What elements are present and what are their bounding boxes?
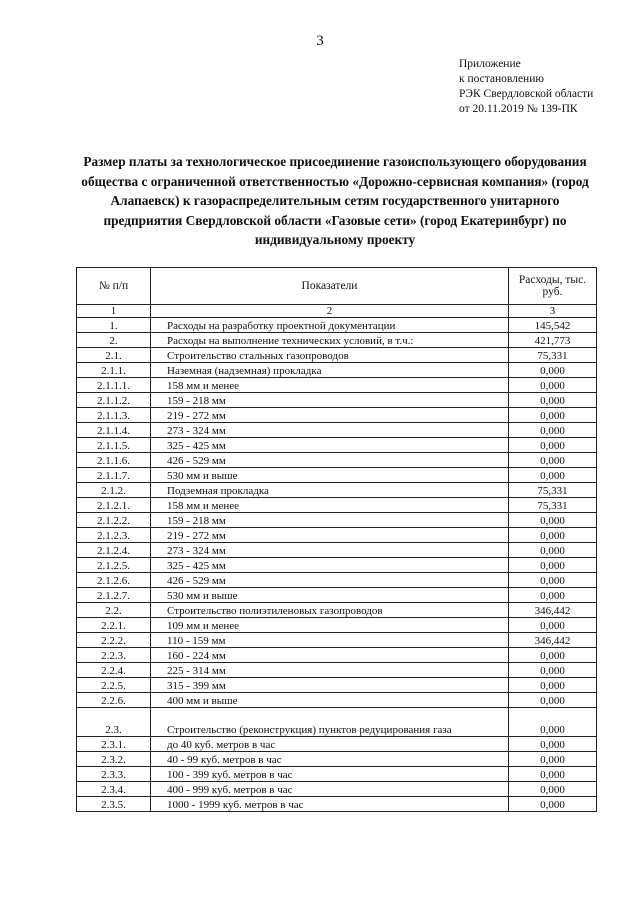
table-row bbox=[77, 737, 597, 752]
row-number-cell: 2.1.1.3. bbox=[77, 408, 151, 423]
row-value-cell: 0,000 bbox=[509, 752, 597, 767]
row-value-cell: 0,000 bbox=[509, 782, 597, 797]
appendix-line: РЭК Свердловской области bbox=[459, 88, 594, 100]
row-value-cell: 0,000 bbox=[509, 737, 597, 752]
row-number-cell: 2.1.2.1. bbox=[77, 498, 151, 513]
row-number-cell: 2.1.1.2. bbox=[77, 393, 151, 408]
row-value-cell: 0,000 bbox=[509, 588, 597, 603]
row-number-cell: 2.3.4. bbox=[77, 782, 151, 797]
row-indicator-cell: 219 - 272 мм bbox=[151, 528, 509, 543]
row-indicator-cell: 159 - 218 мм bbox=[151, 393, 509, 408]
row-value-cell: 0,000 bbox=[509, 797, 597, 812]
row-indicator-cell: 530 мм и выше bbox=[151, 588, 509, 603]
row-indicator-cell: Подземная прокладка bbox=[151, 483, 509, 498]
table-row bbox=[77, 588, 597, 603]
row-indicator-cell: 400 мм и выше bbox=[151, 693, 509, 708]
appendix-block bbox=[459, 57, 593, 117]
table-row bbox=[77, 318, 597, 333]
row-number-cell: 2.1.1.4. bbox=[77, 423, 151, 438]
row-value-cell: 75,331 bbox=[509, 498, 597, 513]
row-indicator-cell: 110 - 159 мм bbox=[151, 633, 509, 648]
table-index-row bbox=[77, 305, 597, 318]
column-header-number: № п/п bbox=[77, 268, 151, 305]
row-indicator-cell: 400 - 999 куб. метров в час bbox=[151, 782, 509, 797]
row-number-cell: 2.2.4. bbox=[77, 663, 151, 678]
row-value-cell: 0,000 bbox=[509, 393, 597, 408]
row-indicator-cell: 325 - 425 мм bbox=[151, 558, 509, 573]
row-indicator-cell: 225 - 314 мм bbox=[151, 663, 509, 678]
row-number-cell: 2.1.1.6. bbox=[77, 453, 151, 468]
row-number-cell: 2.1.2.4. bbox=[77, 543, 151, 558]
row-number-cell: 2.1.1. bbox=[77, 363, 151, 378]
row-indicator-cell: 40 - 99 куб. метров в час bbox=[151, 752, 509, 767]
row-value-cell: 0,000 bbox=[509, 708, 597, 737]
table-row bbox=[77, 573, 597, 588]
row-number-cell: 2.1.1.1. bbox=[77, 378, 151, 393]
row-value-cell: 0,000 bbox=[509, 468, 597, 483]
row-indicator-cell: 100 - 399 куб. метров в час bbox=[151, 767, 509, 782]
row-indicator-cell: 530 мм и выше bbox=[151, 468, 509, 483]
row-indicator-cell: 160 - 224 мм bbox=[151, 648, 509, 663]
row-indicator-cell: Расходы на разработку проектной документации bbox=[151, 318, 509, 333]
row-indicator-cell: 426 - 529 мм bbox=[151, 573, 509, 588]
row-number-cell: 2. bbox=[77, 333, 151, 348]
table-row bbox=[77, 453, 597, 468]
row-number-cell: 2.2.1. bbox=[77, 618, 151, 633]
row-number-cell: 2.1.2. bbox=[77, 483, 151, 498]
row-number-cell: 2.1.1.7. bbox=[77, 468, 151, 483]
table-row bbox=[77, 528, 597, 543]
row-value-cell: 0,000 bbox=[509, 363, 597, 378]
row-number-cell: 2.1. bbox=[77, 348, 151, 363]
row-indicator-cell: Строительство (реконструкция) пунктов редуцирования газа bbox=[151, 708, 509, 737]
row-value-cell: 0,000 bbox=[509, 618, 597, 633]
row-value-cell: 0,000 bbox=[509, 453, 597, 468]
table-row bbox=[77, 782, 597, 797]
row-number-cell: 2.1.2.7. bbox=[77, 588, 151, 603]
table-row bbox=[77, 408, 597, 423]
table-row bbox=[77, 483, 597, 498]
row-indicator-cell: Строительство полиэтиленовых газопроводов bbox=[151, 603, 509, 618]
row-value-cell: 346,442 bbox=[509, 603, 597, 618]
table-row bbox=[77, 558, 597, 573]
row-value-cell: 145,542 bbox=[509, 318, 597, 333]
table-row bbox=[77, 363, 597, 378]
table-row bbox=[77, 708, 597, 737]
table-row bbox=[77, 767, 597, 782]
appendix-line: к постановлению bbox=[459, 73, 544, 85]
table-row bbox=[77, 752, 597, 767]
row-value-cell: 0,000 bbox=[509, 528, 597, 543]
row-indicator-cell: 219 - 272 мм bbox=[151, 408, 509, 423]
row-value-cell: 75,331 bbox=[509, 483, 597, 498]
table-row bbox=[77, 618, 597, 633]
row-value-cell: 0,000 bbox=[509, 543, 597, 558]
row-indicator-cell: 315 - 399 мм bbox=[151, 678, 509, 693]
row-indicator-cell: 159 - 218 мм bbox=[151, 513, 509, 528]
row-number-cell: 2.2.2. bbox=[77, 633, 151, 648]
row-value-cell: 0,000 bbox=[509, 648, 597, 663]
row-value-cell: 0,000 bbox=[509, 767, 597, 782]
row-value-cell: 0,000 bbox=[509, 378, 597, 393]
table-row bbox=[77, 498, 597, 513]
row-value-cell: 0,000 bbox=[509, 513, 597, 528]
table-row bbox=[77, 468, 597, 483]
row-indicator-cell: 273 - 324 мм bbox=[151, 543, 509, 558]
row-value-cell: 0,000 bbox=[509, 558, 597, 573]
row-number-cell: 2.2. bbox=[77, 603, 151, 618]
row-value-cell: 75,331 bbox=[509, 348, 597, 363]
column-header-expenses: Расходы, тыс. руб. bbox=[509, 268, 597, 305]
row-number-cell: 2.3.2. bbox=[77, 752, 151, 767]
row-number-cell: 2.2.3. bbox=[77, 648, 151, 663]
row-indicator-cell: 109 мм и менее bbox=[151, 618, 509, 633]
appendix-line: от 20.11.2019 № 139-ПК bbox=[459, 103, 578, 115]
table-row bbox=[77, 663, 597, 678]
table-row bbox=[77, 348, 597, 363]
row-indicator-cell: 1000 - 1999 куб. метров в час bbox=[151, 797, 509, 812]
index-cell: 1 bbox=[77, 305, 151, 318]
table-row bbox=[77, 333, 597, 348]
table-row bbox=[77, 648, 597, 663]
row-number-cell: 2.1.2.5. bbox=[77, 558, 151, 573]
page-number: 3 bbox=[316, 33, 324, 49]
table-row bbox=[77, 633, 597, 648]
row-indicator-cell: Расходы на выполнение технических условий, в т.ч.: bbox=[151, 333, 509, 348]
row-number-cell: 2.3. bbox=[77, 708, 151, 737]
row-indicator-cell: Наземная (надземная) прокладка bbox=[151, 363, 509, 378]
fee-table bbox=[76, 267, 597, 812]
row-value-cell: 0,000 bbox=[509, 423, 597, 438]
row-indicator-cell: 325 - 425 мм bbox=[151, 438, 509, 453]
row-number-cell: 2.1.2.2. bbox=[77, 513, 151, 528]
row-value-cell: 0,000 bbox=[509, 408, 597, 423]
row-value-cell: 0,000 bbox=[509, 573, 597, 588]
row-number-cell: 2.2.5. bbox=[77, 678, 151, 693]
table-row bbox=[77, 378, 597, 393]
row-indicator-cell: Строительство стальных газопроводов bbox=[151, 348, 509, 363]
row-indicator-cell: 158 мм и менее bbox=[151, 498, 509, 513]
table-header-row bbox=[77, 268, 597, 305]
row-number-cell: 1. bbox=[77, 318, 151, 333]
row-number-cell: 2.2.6. bbox=[77, 693, 151, 708]
appendix-line: Приложение bbox=[459, 58, 521, 70]
row-indicator-cell: 273 - 324 мм bbox=[151, 423, 509, 438]
row-value-cell: 0,000 bbox=[509, 438, 597, 453]
row-number-cell: 2.1.2.6. bbox=[77, 573, 151, 588]
table-row bbox=[77, 797, 597, 812]
table-row bbox=[77, 513, 597, 528]
row-indicator-cell: до 40 куб. метров в час bbox=[151, 737, 509, 752]
table-row bbox=[77, 603, 597, 618]
table-row bbox=[77, 438, 597, 453]
row-number-cell: 2.3.5. bbox=[77, 797, 151, 812]
row-indicator-cell: 426 - 529 мм bbox=[151, 453, 509, 468]
index-cell: 3 bbox=[509, 305, 597, 318]
row-indicator-cell: 158 мм и менее bbox=[151, 378, 509, 393]
row-number-cell: 2.1.2.3. bbox=[77, 528, 151, 543]
row-number-cell: 2.3.3. bbox=[77, 767, 151, 782]
row-value-cell: 0,000 bbox=[509, 663, 597, 678]
index-cell: 2 bbox=[151, 305, 509, 318]
table-row bbox=[77, 543, 597, 558]
document-title: Размер платы за технологическое присоединение газоиспользующего оборудования общества с ограниченной ответственностью «Дорожно-сервисная компания» (город Алапаевск) к газораспределительным сетям государственного унитарного предприятия Свердловской области «Газовые сети» (город Екатеринбург) по индивидуальному проекту bbox=[81, 154, 589, 247]
table-row bbox=[77, 423, 597, 438]
column-header-indicator: Показатели bbox=[151, 268, 509, 305]
table-row bbox=[77, 393, 597, 408]
table-row bbox=[77, 678, 597, 693]
table-row bbox=[77, 693, 597, 708]
row-number-cell: 2.3.1. bbox=[77, 737, 151, 752]
row-number-cell: 2.1.1.5. bbox=[77, 438, 151, 453]
row-value-cell: 421,773 bbox=[509, 333, 597, 348]
row-value-cell: 0,000 bbox=[509, 678, 597, 693]
row-value-cell: 0,000 bbox=[509, 693, 597, 708]
row-value-cell: 346,442 bbox=[509, 633, 597, 648]
